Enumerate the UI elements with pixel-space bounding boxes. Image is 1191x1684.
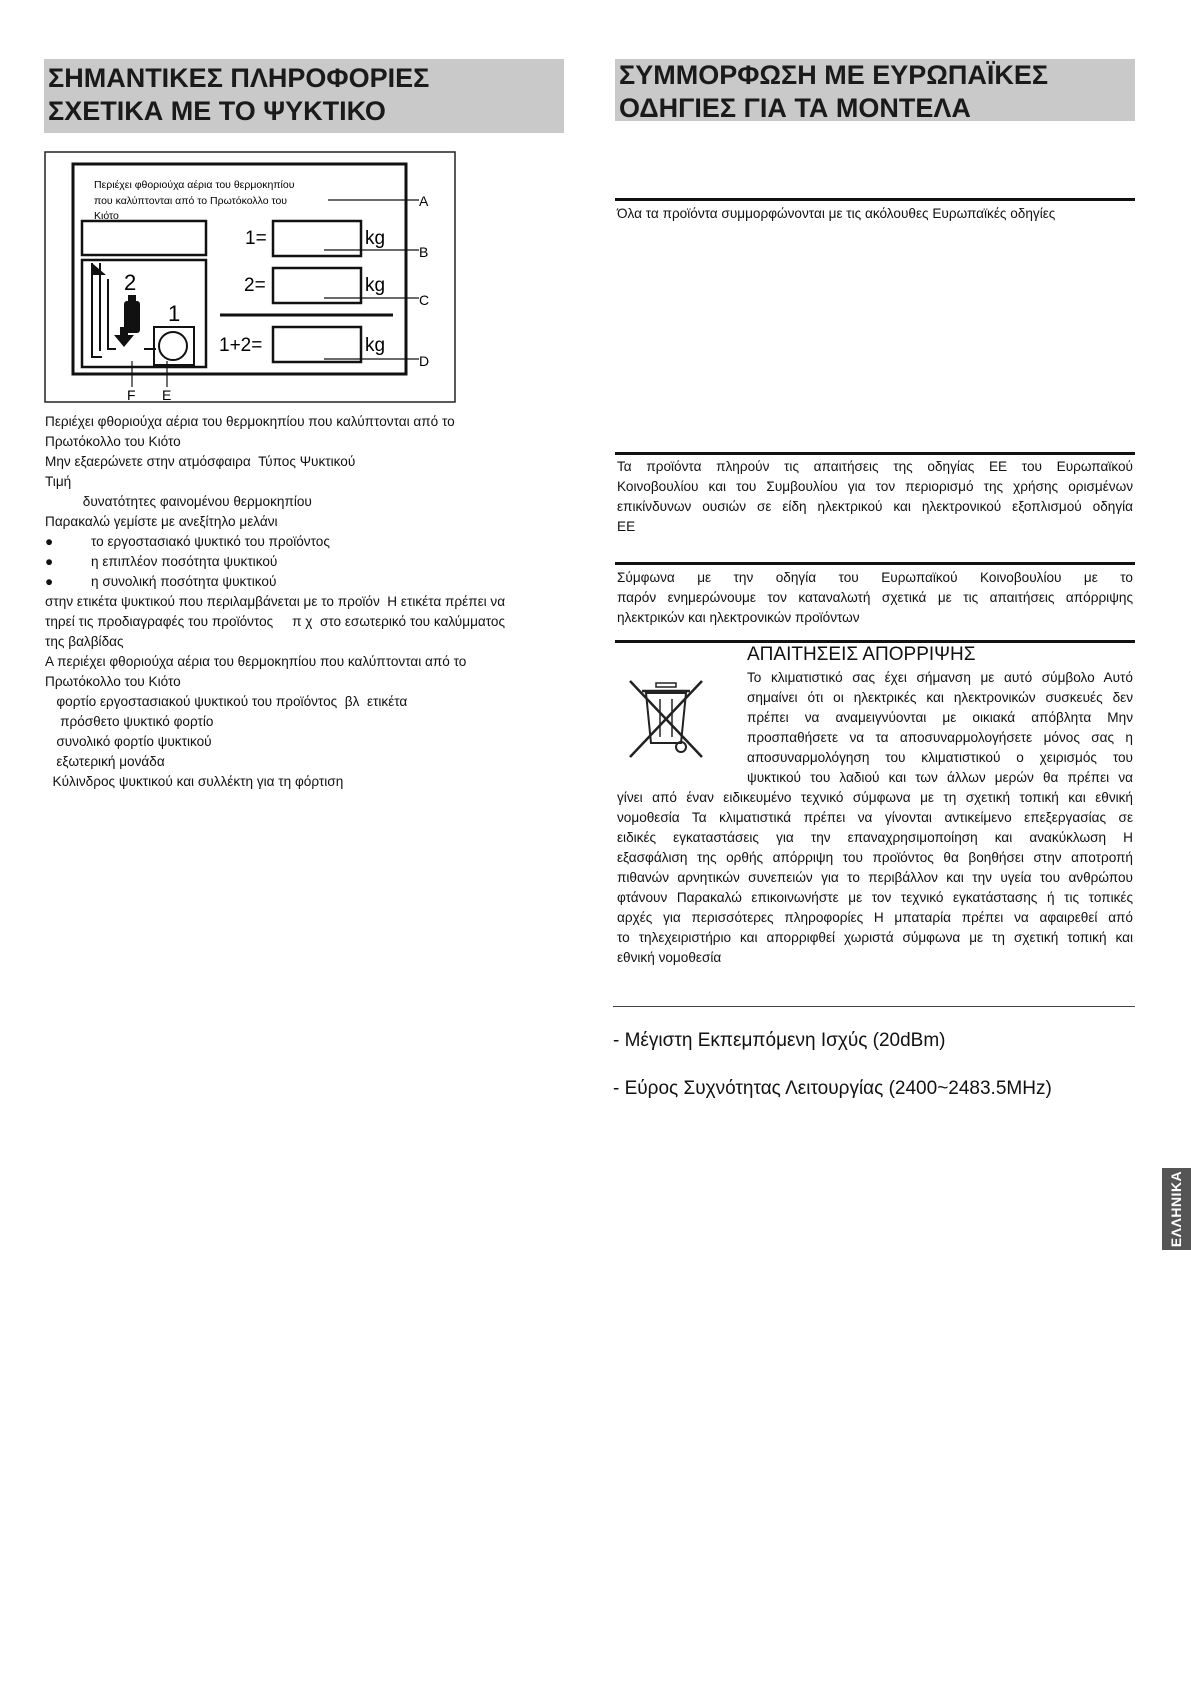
disposal-line: νομοθεσία Τα κλιματιστικά πρέπει να γίνονται αντικείμενο επεξεργασίας σε bbox=[617, 810, 1133, 825]
disposal-line: εθνική νομοθεσία bbox=[617, 950, 722, 965]
label-kyoto-line3: Κιότο bbox=[94, 210, 119, 222]
weee-intro-paragraph bbox=[617, 568, 1133, 628]
legend-line: εξωτερική μονάδα bbox=[45, 754, 165, 769]
disposal-line: το τηλεχειριστήριο και απορριφθεί χωριστά σύμφωνα με τη σχετική τοπική και bbox=[617, 930, 1133, 945]
refrigerant-line: στην ετικέτα ψυκτικού που περιλαμβάνεται με το προϊόν Η ετικέτα πρέπει να bbox=[45, 594, 506, 609]
disposal-full-paragraph bbox=[617, 788, 1133, 968]
disposal-line: πιθανών αρνητικών συνεπειών για το περιβάλλον και την υγεία του ανθρώπου bbox=[617, 870, 1133, 885]
disposal-line: πρέπει να αναμειγνύονται με οικιακά απόβλητα Μην bbox=[747, 710, 1133, 725]
refrigerant-line: Α περιέχει φθοριούχα αέρια του θερμοκηπίου που καλύπτονται από το bbox=[45, 654, 467, 669]
disposal-line: ψυκτικού του λαδιού και των άλλων μερών θα πρέπει να bbox=[747, 770, 1133, 785]
weee-intro-line: Σύμφωνα με την οδηγία του Ευρωπαϊκού Κοινοβουλίου με το bbox=[617, 570, 1133, 585]
refrigerant-bullet: ● η συνολική ποσότητα ψυκτικού bbox=[45, 574, 277, 589]
legend-line: πρόσθετο ψυκτικό φορτίο bbox=[45, 714, 214, 729]
refrigerant-line: τηρεί τις προδιαγραφές του προϊόντος π χ στο εσωτερικό του καλύμματος bbox=[45, 614, 506, 629]
section-rule-thin bbox=[613, 1006, 1135, 1007]
label-letter-a: A bbox=[419, 193, 429, 209]
frequency-range-spec: - Εύρος Συχνότητας Λειτουργίας (2400~2483.5MHz) bbox=[613, 1078, 1052, 1099]
refrigerant-label-diagram bbox=[44, 151, 456, 403]
label-letter-f: F bbox=[127, 387, 136, 403]
label-letter-e: E bbox=[162, 387, 172, 403]
refrigerant-line: της βαλβίδας bbox=[45, 634, 124, 649]
label-num-2: 2 bbox=[124, 270, 137, 295]
disposal-line: εξασφάλιση της ορθής απόρριψη του προϊόντος θα βοηθήσει στην αποτροπή bbox=[617, 850, 1133, 865]
rohs-line: Τα προϊόντα πληρούν τις απαιτήσεις της οδηγίας ΕΕ του Ευρωπαϊκού bbox=[617, 459, 1133, 474]
refrigerant-line: Μην εξαερώνετε στην ατμόσφαιρα Τύπος Ψυκτικού bbox=[45, 454, 356, 469]
disposal-line: φτάνουν Παρακαλώ επικοινωνήστε με τον τεχνικό εγκατάστασης ή τις τοπικές bbox=[617, 890, 1133, 905]
disposal-line: σημαίνει ότι οι ηλεκτρικές και ηλεκτρονικών συσκευές δεν bbox=[747, 690, 1133, 705]
disposal-line: αρχές για περισσότερες πληροφορίες Η μπαταρία πρέπει να αφαιρεθεί από bbox=[617, 910, 1133, 925]
section-rule bbox=[615, 562, 1135, 565]
refrigerant-heading-line2: ΣΧΕΤΙΚΑ ΜΕ ΤΟ ΨΥΚΤΙΚΟ bbox=[48, 96, 386, 126]
label-row1-unit: kg bbox=[365, 228, 386, 249]
refrigerant-line: Παρακαλώ γεμίστε με ανεξίτηλο μελάνι bbox=[45, 514, 278, 529]
legend-line: φορτίο εργοστασιακού ψυκτικού του προϊόντος βλ ετικέτα bbox=[45, 694, 408, 709]
disposal-title: ΑΠΑΙΤΗΣΕΙΣ ΑΠΟΡΡΙΨΗΣ bbox=[747, 644, 976, 665]
legend-line: συνολικό φορτίο ψυκτικού bbox=[45, 734, 212, 749]
refrigerant-bullet: ● το εργοστασιακό ψυκτικό του προϊόντος bbox=[45, 534, 330, 549]
eu-compliance-heading-line2: ΟΔΗΓΙΕΣ ΓΙΑ ΤΑ ΜΟΝΤΕΛΑ bbox=[619, 93, 971, 123]
disposal-line: Το κλιματιστικό σας έχει σήμανση με αυτό σύμβολο Αυτό bbox=[747, 670, 1133, 685]
crossed-bin-icon bbox=[624, 677, 708, 761]
rohs-line: επικίνδυνων ουσιών σε είδη ηλεκτρικού και ηλεκτρονικού εξοπλισμού οδηγία bbox=[617, 499, 1133, 514]
label-row1-text: 1= bbox=[245, 228, 267, 249]
rohs-line: ΕΕ bbox=[617, 519, 636, 534]
refrigerant-heading-line1: ΣΗΜΑΝΤΙΚΕΣ ΠΛΗΡΟΦΟΡΙΕΣ bbox=[48, 63, 430, 93]
refrigerant-line: δυνατότητες φαινομένου θερμοκηπίου bbox=[45, 494, 312, 509]
refrigerant-line: Πρωτόκολλο του Κιότο bbox=[45, 434, 181, 449]
section-rule bbox=[615, 452, 1135, 455]
max-power-spec: - Μέγιστη Εκπεμπόμενη Ισχύς (20dBm) bbox=[613, 1030, 946, 1051]
refrigerant-bullet: ● η επιπλέον ποσότητα ψυκτικού bbox=[45, 554, 278, 569]
label-num-1: 1 bbox=[168, 301, 181, 326]
label-letter-b: B bbox=[419, 244, 429, 260]
disposal-short-paragraph bbox=[747, 668, 1133, 788]
label-row2-unit: kg bbox=[365, 275, 386, 296]
rohs-paragraph bbox=[617, 457, 1133, 537]
label-row3-unit: kg bbox=[365, 335, 386, 356]
language-tab-label: ΕΛΛΗΝΙΚΑ bbox=[1168, 1170, 1185, 1248]
label-letter-d: D bbox=[419, 353, 430, 369]
refrigerant-line: Περιέχει φθοριούχα αέρια του θερμοκηπίου που καλύπτονται από το bbox=[45, 414, 455, 429]
directives-intro: Όλα τα προϊόντα συμμορφώνονται με τις ακόλουθες Ευρωπαϊκές οδηγίες bbox=[617, 206, 1056, 221]
eu-compliance-heading-line1: ΣΥΜΜΟΡΦΩΣΗ ΜΕ ΕΥΡΩΠΑΪΚΕΣ bbox=[619, 60, 1049, 90]
disposal-line: προσπαθήσετε να τα αποσυναρμολογήσετε μόνος σας η bbox=[747, 730, 1133, 745]
label-row3-text: 1+2= bbox=[219, 335, 263, 356]
rohs-line: Κοινοβουλίου και του Συμβουλίου για τον περιορισμό της χρήσης ορισμένων bbox=[617, 479, 1133, 494]
weee-intro-line: ηλεκτρικών και ηλεκτρονικών προϊόντων bbox=[617, 610, 860, 625]
refrigerant-line: Τιμή bbox=[45, 474, 72, 489]
label-row2-text: 2= bbox=[244, 275, 266, 296]
label-kyoto-line2: που καλύπτονται από το Πρωτόκολλο του bbox=[94, 195, 288, 207]
legend-line: Κύλινδρος ψυκτικού και συλλέκτη για τη φόρτιση bbox=[45, 774, 344, 789]
disposal-line: ειδικές εγκαταστάσεις για την επαναχρησιμοποίηση και ανακύκλωση Η bbox=[617, 830, 1133, 845]
refrigerant-line: Πρωτόκολλο του Κιότο bbox=[45, 674, 181, 689]
refrigerant-heading bbox=[44, 59, 564, 133]
label-letter-c: C bbox=[419, 292, 430, 308]
section-rule bbox=[615, 198, 1135, 201]
label-kyoto-line1: Περιέχει φθοριούχα αέρια του θερμοκηπίου bbox=[94, 179, 295, 191]
weee-intro-line: παρόν ενημερώνουμε τον καταναλωτή σχετικά με τις απαιτήσεις απόρριψης bbox=[617, 590, 1133, 605]
disposal-line: γίνει από έναν ειδικευμένο τεχνικό σύμφωνα με τη σχετική τοπική και εθνική bbox=[617, 790, 1133, 805]
language-tab bbox=[1162, 1168, 1191, 1250]
disposal-line: αποσυναρμολόγηση του κλιματιστικού ο χειρισμός του bbox=[747, 750, 1133, 765]
eu-compliance-heading bbox=[615, 59, 1135, 121]
